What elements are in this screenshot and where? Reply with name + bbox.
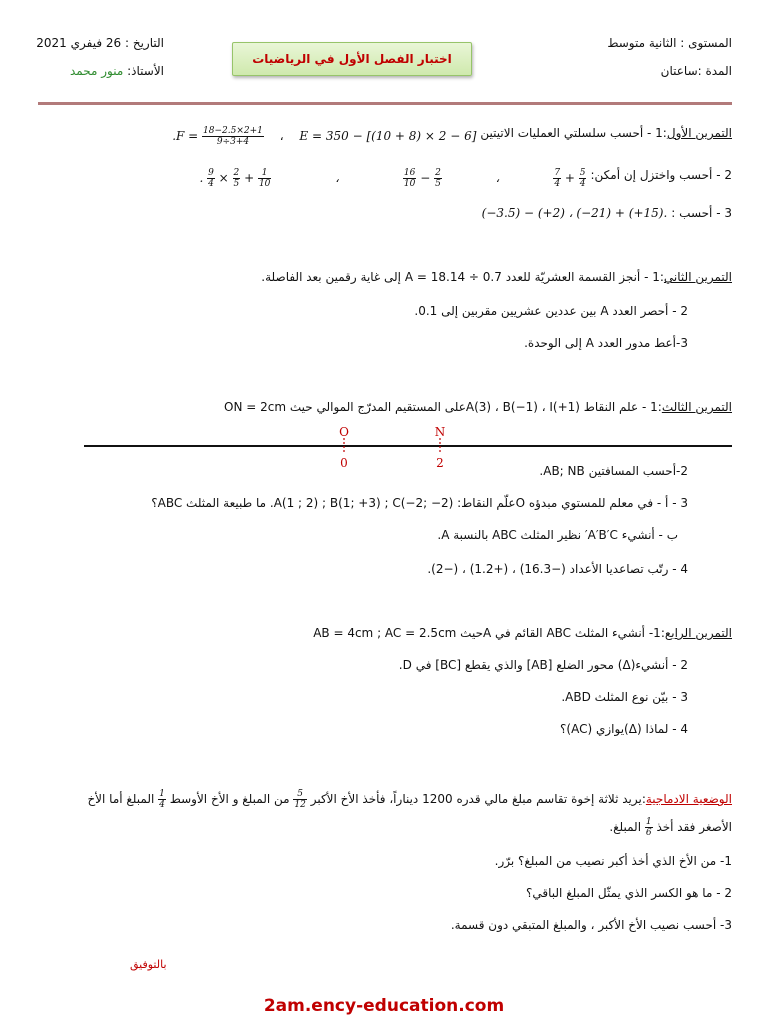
integ-frac-1-6: $\frac{1}{6}$: [645, 817, 652, 838]
duration-label: المدة :ساعتان: [660, 64, 732, 78]
ex1-a-frac2: $\frac{5}{4}$: [579, 168, 586, 189]
teacher-label: الأستاذ:: [123, 64, 164, 78]
ex2-q3: 3-أعط مدور العدد A إلى الوحدة.: [524, 336, 688, 350]
ex3-q1: :1 - علم النقاط A(3) ، B(−1) ، I(+1)على المستقيم المدرّج الموالي حيث ON = 2cm: [224, 400, 662, 414]
good-luck-text: بالتوفيق: [130, 958, 167, 971]
ex1-q2-line: 2 - أحسب واختزل إن أمكن: . $\frac{9}{4}$ × $\frac{2}{5}$ + $\frac{1}{10}$ ، $\frac{16}{10}$ − $\frac{2}{5}$ ، $\frac{7}{4}$ + $\frac{5}{4}$: [199, 168, 732, 189]
integ-heading: الوضعية الادماجية: [645, 792, 732, 806]
ex1-heading: التمرين الأول: [666, 126, 732, 140]
ex1-b-frac1: $\frac{16}{10}$: [403, 168, 416, 189]
tick-2-label: 2: [436, 456, 444, 470]
tick-0-label: 0: [340, 456, 348, 470]
integ-text2b: المبلغ.: [609, 820, 642, 834]
ex1-e-expression: E = 350 − [(10 + 8) × 2 − 6]: [299, 129, 477, 143]
integ-line1: [32, 788, 732, 810]
ex1-c-frac2: $\frac{2}{5}$: [233, 168, 240, 189]
ex2-q2: 2 - أحصر العدد A بين عددين عشريين مقربين إلى 0.1.: [414, 304, 688, 318]
ex4-q1-line: [313, 626, 732, 640]
ex4-q3: 3 - بيّن نوع المثلث ABD.: [561, 690, 688, 704]
ex2-heading: التمرين الثاني: [663, 270, 732, 284]
point-o-label: O: [339, 425, 349, 439]
ex1-c-frac3: $\frac{1}{10}$: [258, 168, 271, 189]
ex1-a-frac1: $\frac{7}{4}$: [554, 168, 561, 189]
integ-frac-5-12: $\frac{5}{12}$: [294, 789, 306, 810]
integ-text1a: :يريد ثلاثة إخوة تقاسم مبلغ مالي قدره 1200 ديناراً، فأخذ الأخ الأكبر: [310, 792, 646, 806]
exam-title-box: [232, 42, 472, 76]
date-label: التاريخ : 26 فيفري 2021: [36, 36, 164, 50]
integ-q2: 2 - ما هو الكسر الذي يمثّل المبلغ الباقي؟: [526, 886, 732, 900]
ex4-q2: 2 - أنشيء(Δ) محور الضلع [AB] والذي يقطع [BC] في D.: [398, 658, 688, 672]
teacher-name: منور محمد: [70, 64, 124, 78]
ex2-q1: :1 - أنجز القسمة العشريّة للعدد 0.7 ÷ 18.14 = A إلى غاية رقمين بعد الفاصلة.: [261, 270, 664, 284]
ex1-q3: 3 - أحسب :: [671, 206, 732, 220]
ex4-q1: :1- أنشيء المثلث ABC القائم في Aحيث AB = 4cm ; AC = 2.5cm: [313, 626, 665, 640]
ex1-c-frac1: $\frac{9}{4}$: [208, 168, 214, 189]
footer-website: 2am.ency-education.com: [263, 996, 505, 1016]
integ-text1c: المبلغ أما الأخ: [87, 792, 155, 806]
ex2-q1-line: [261, 270, 732, 284]
ex1-f-fraction: $\frac{18-2.5\times 2+1}{9\div 3+4}$: [203, 126, 263, 147]
ex1-q3-expression: (−3.5) − (+2) ، (−21) + (+15).: [481, 206, 668, 220]
ex4-q4: 4 - لماذا (Δ)يوازي (AC)؟: [560, 722, 688, 736]
integ-frac-1-4: $\frac{1}{4}$: [159, 789, 165, 810]
exam-title: اختبار الفصل الأول في الرياضيات: [252, 52, 452, 66]
level-label: المستوى : الثانية متوسط: [607, 36, 732, 50]
integ-q3: 3- أحسب نصيب الأخ الأكبر ، والمبلغ المتبقي دون قسمة.: [450, 918, 732, 932]
ex3-q2: 2-أحسب المسافتين AB; NB.: [539, 464, 688, 478]
integ-line2: [609, 816, 732, 838]
integ-text2a: الأصغر فقد أخذ: [656, 820, 732, 834]
ex1-f-label: .F =: [172, 129, 199, 143]
ex3-q1-line: [224, 400, 732, 414]
ex3-q4: 4 - رتّب تصاعديا الأعداد (−16.3) ، (+1.2) ، (−2).: [427, 562, 688, 576]
ex4-heading: التمرين الرابع: [664, 626, 732, 640]
ex1-b-frac2: $\frac{2}{5}$: [435, 168, 441, 189]
ex3-q3b: ب - أنشيء A′B′C′ نظير المثلث ABC بالنسبة A.: [437, 528, 678, 542]
ex1-q1-line: التمرين الأول:1 - أحسب سلسلتي العمليات الاتيتين .F = $\frac{18-2.5\times 2+1}{9\div 3+4}$ ، E = 350 − [(10 + 8) × 2 − 6]: [172, 126, 732, 147]
point-n-label: N: [434, 425, 446, 439]
integ-q1: 1- من الأخ الذي أخذ أكبر نصيب من المبلغ؟ برّر.: [494, 854, 732, 868]
ex1-q3-line: [32, 206, 732, 220]
ex1-q1: :1 - أحسب سلسلتي العمليات الاتيتين: [480, 126, 667, 140]
header-divider: [38, 102, 732, 105]
integ-text1b: من المبلغ و الأخ الأوسط: [169, 792, 290, 806]
ex3-heading: التمرين الثالث: [661, 400, 732, 414]
ex1-q2: 2 - أحسب واختزل إن أمكن:: [590, 168, 732, 182]
teacher-line: [40, 64, 164, 78]
ex3-q3: 3 - أ - في معلم للمستوي مبدؤه Oعلّم النقاط: A(1 ; 2) ; B(1; +3) ; C(−2; −2). ما طبيعة المثلث ABC؟: [151, 496, 688, 510]
